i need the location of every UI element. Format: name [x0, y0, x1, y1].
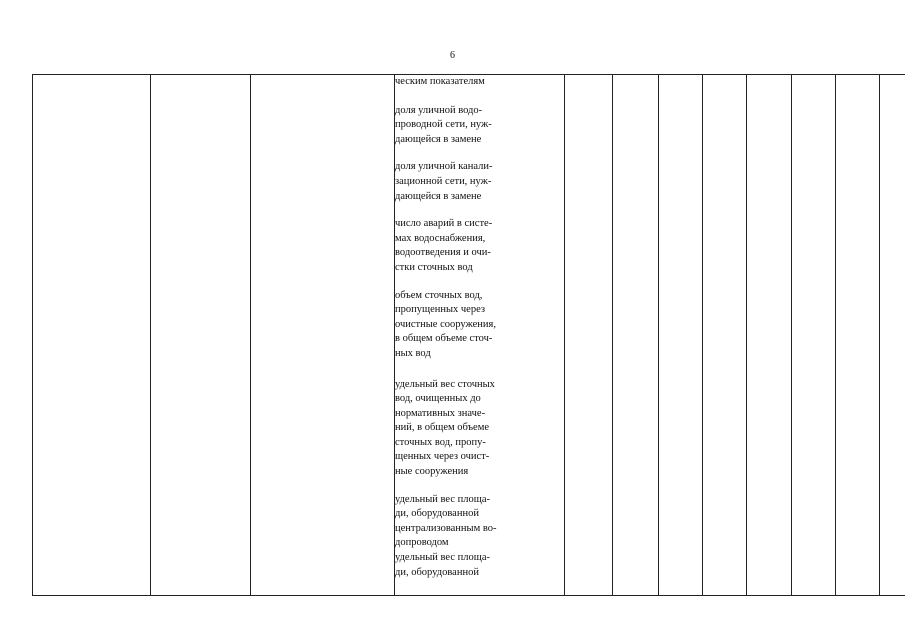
table-cell: [613, 75, 659, 596]
table-cell: [792, 75, 836, 596]
indicators-cell: [395, 75, 565, 596]
table-cell: [703, 75, 747, 596]
indicator-item: объем сточных вод, пропущенных через очистные сооружения, в общем объеме сточ- ных вод: [395, 289, 496, 359]
table-cell: [33, 75, 151, 596]
indicator-item: доля уличной водо- проводной сети, нуж- дающейся в замене: [395, 104, 492, 145]
table-cell: [565, 75, 613, 596]
indicator-item: удельный вес площа- ди, оборудованной централизованным во- допроводом: [395, 493, 497, 549]
indicator-item: доля уличной канали- зационной сети, нуж- дающейся в замене: [395, 161, 493, 202]
page-number: 6: [450, 50, 455, 61]
table-cell: [659, 75, 703, 596]
table-cell: [836, 75, 880, 596]
indicator-item: число аварий в систе- мах водоснабжения, водоотведения и очи- стки сточных вод: [395, 218, 493, 273]
document-table: [32, 74, 905, 596]
indicator-item: удельный вес сточных вод, очищенных до нормативных значе- ний, в общем объеме сточных вод, пропу- щенных через очист- ные сооружения: [395, 378, 495, 478]
table-row: [33, 75, 905, 596]
table-cell: [880, 75, 905, 596]
table-cell: [747, 75, 792, 596]
table-cell: [251, 75, 395, 596]
indicator-item: ческим показателям: [395, 76, 485, 87]
table-cell: [151, 75, 251, 596]
indicator-item: удельный вес площа- ди, оборудованной: [395, 552, 490, 578]
